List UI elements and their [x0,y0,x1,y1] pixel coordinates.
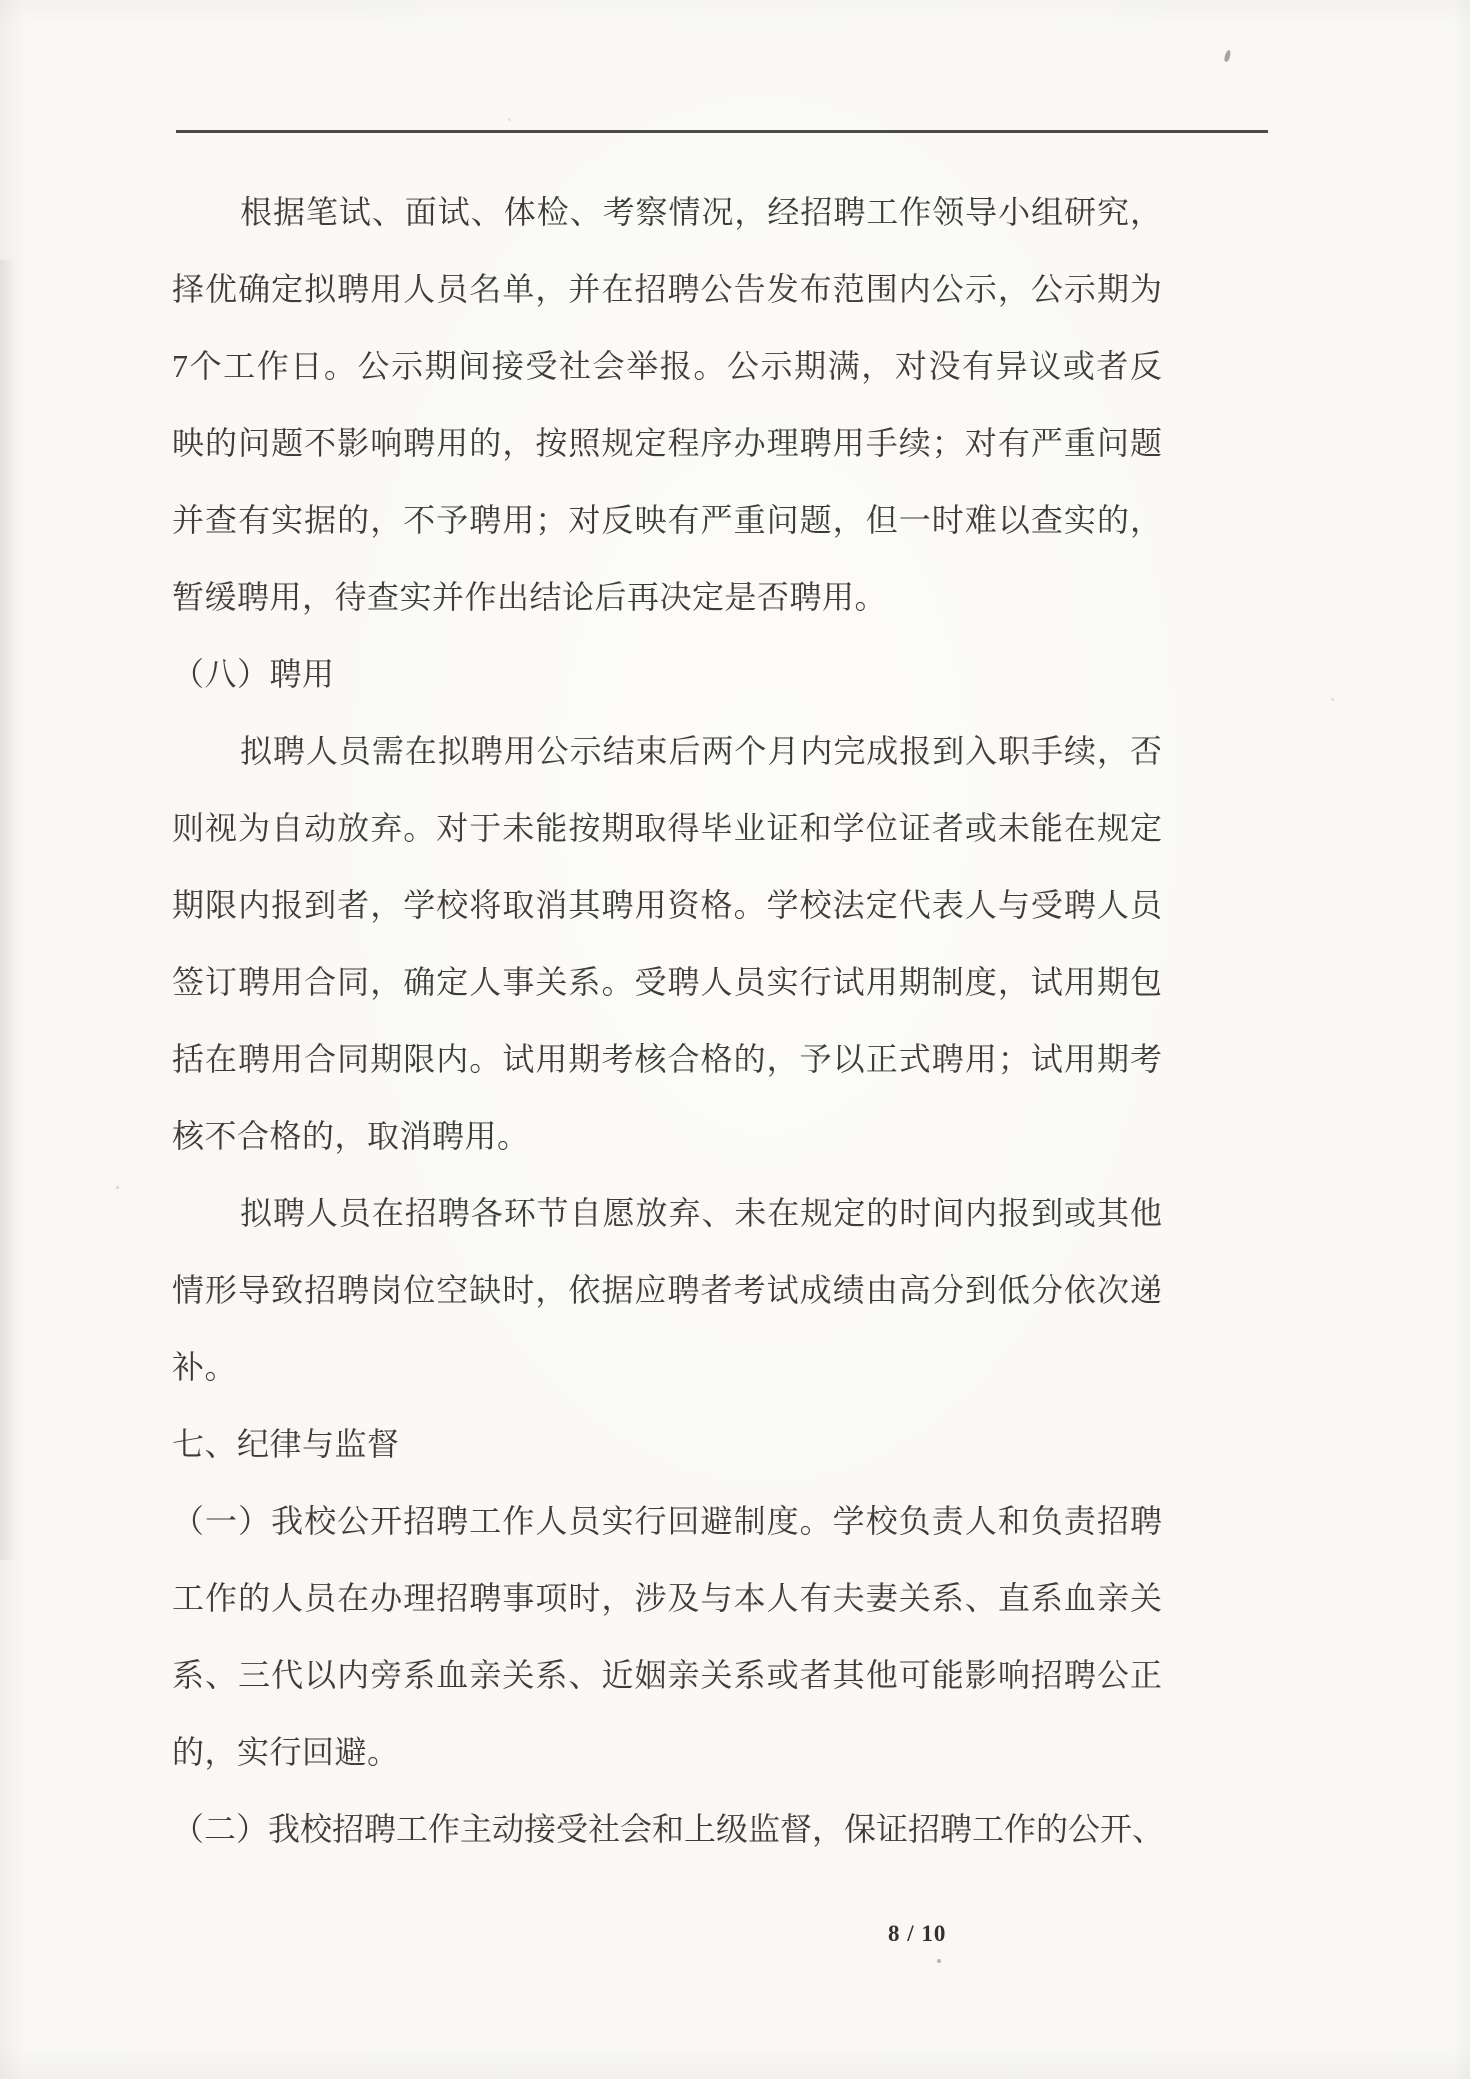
scan-speck [116,1186,119,1189]
document-body [172,174,1165,1868]
section-heading-hiring: （八）聘用 [172,656,335,692]
doc-line: 括在聘用合同期限内。试用期考核合格的，予以正式聘用；试用期考 [172,1041,1162,1077]
doc-line: （二）我校招聘工作主动接受社会和上级监督，保证招聘工作的公开、 [172,1811,1165,1847]
doc-line: （一）我校公开招聘工作人员实行回避制度。学校负责人和负责招聘 [172,1503,1162,1539]
scan-speck [508,118,511,121]
scan-speck [1331,698,1334,701]
doc-line: 拟聘人员需在拟聘用公示结束后两个月内完成报到入职手续，否 [240,733,1162,769]
doc-line: 并查有实据的，不予聘用；对反映有严重问题，但一时难以查实的， [172,502,1162,538]
scan-speck [937,1959,941,1963]
doc-line: 系、三代以内旁系血亲关系、近姻亲关系或者其他可能影响招聘公正 [172,1657,1162,1693]
doc-line: 的，实行回避。 [172,1734,400,1770]
doc-line: 暂缓聘用，待查实并作出结论后再决定是否聘用。 [172,579,888,615]
doc-line: 拟聘人员在招聘各环节自愿放弃、未在规定的时间内报到或其他 [240,1195,1162,1231]
doc-line: 择优确定拟聘用人员名单，并在招聘公告发布范围内公示，公示期为 [172,271,1162,307]
doc-line: 映的问题不影响聘用的，按照规定程序办理聘用手续；对有严重问题 [172,425,1162,461]
scan-mark-artifact [1223,50,1231,63]
doc-line: 则视为自动放弃。对于未能按期取得毕业证和学位证者或未能在规定 [172,810,1162,846]
page-number: 8 / 10 [888,1921,947,1946]
doc-line: 7个工作日。公示期间接受社会举报。公示期满，对没有异议或者反 [172,348,1162,384]
section-heading-discipline: 七、纪律与监督 [172,1426,400,1462]
doc-line: 情形导致招聘岗位空缺时，依据应聘者考试成绩由高分到低分依次递 [172,1272,1162,1308]
scan-smudge-artifact [0,260,16,1560]
doc-line: 签订聘用合同，确定人事关系。受聘人员实行试用期制度，试用期包 [172,964,1162,1000]
doc-line: 根据笔试、面试、体检、考察情况，经招聘工作领导小组研究， [240,194,1162,230]
doc-line: 期限内报到者，学校将取消其聘用资格。学校法定代表人与受聘人员 [172,887,1162,923]
doc-line: 核不合格的，取消聘用。 [172,1118,530,1154]
header-rule [176,130,1268,133]
doc-line: 补。 [172,1349,238,1385]
doc-line: 工作的人员在办理招聘事项时，涉及与本人有夫妻关系、直系血亲关 [172,1580,1162,1616]
